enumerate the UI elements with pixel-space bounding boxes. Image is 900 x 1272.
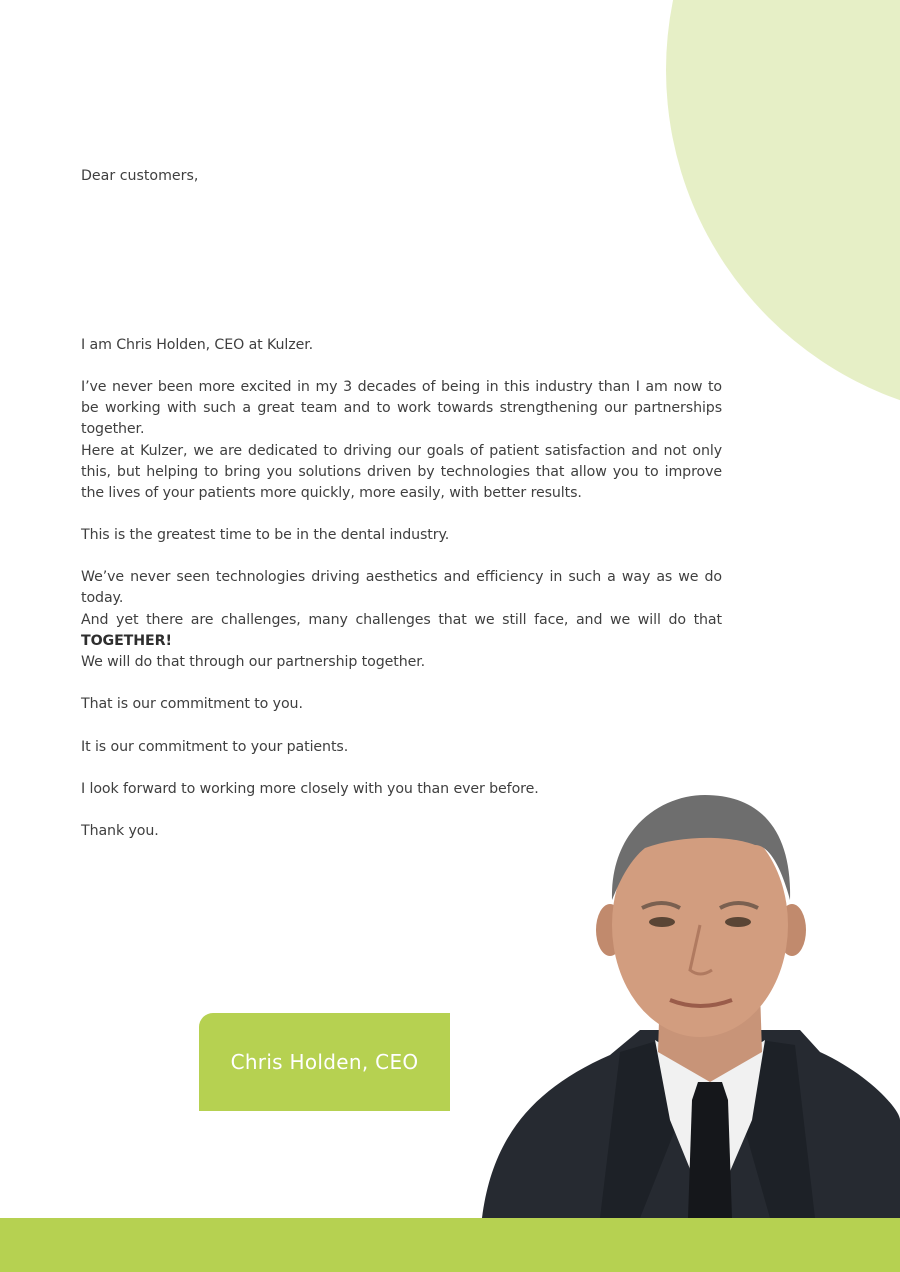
- emphasis-together: TOGETHER!: [81, 633, 172, 650]
- footer-band: [0, 1218, 900, 1272]
- letter-paragraph-11: Thank you.: [81, 823, 159, 839]
- letter-paragraph-9: It is our commitment to your patients.: [81, 739, 349, 755]
- letter-paragraph-4: This is the greatest time to be in the dental industry.: [81, 527, 450, 543]
- ceo-name-label: Chris Holden, CEO: [230, 1050, 419, 1074]
- letter-paragraph-2: I’ve never been more excited in my 3 decades of being in this industry than I am now to be working with such a great team and to work towards strengthening our partnerships together.: [81, 379, 722, 438]
- letter-paragraph-3: Here at Kulzer, we are dedicated to driving our goals of patient satisfaction and not only this, but helping to bring you solutions driven by technologies that allow you to improve the lives of your patients more quickly, more easily, with better results.: [81, 443, 722, 502]
- letter-paragraph-intro: I am Chris Holden, CEO at Kulzer.: [81, 337, 314, 353]
- letter-greeting: Dear customers,: [81, 168, 199, 184]
- ceo-name-badge: [199, 1013, 450, 1111]
- letter-paragraph-10: I look forward to working more closely with you than ever before.: [81, 781, 539, 797]
- letter-paragraph-7: We will do that through our partnership together.: [81, 654, 426, 670]
- decorative-circle: [666, 0, 900, 420]
- ceo-portrait-image: [470, 790, 900, 1218]
- letter-paragraph-6: And yet there are challenges, many challenges that we still face, and we will do that TOGETHER!: [81, 612, 722, 650]
- letter-paragraph-5: We’ve never seen technologies driving aesthetics and efficiency in such a way as we do today.: [81, 569, 722, 607]
- letter-paragraph-8: That is our commitment to you.: [81, 696, 303, 712]
